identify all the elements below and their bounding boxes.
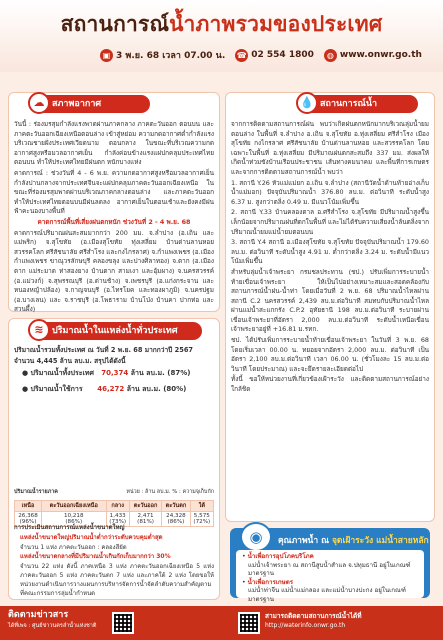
value-cell: 1,433 (73%) (106, 512, 129, 527)
value-cell: 24,328 (86%) (162, 512, 190, 527)
risk-title: คาดการณ์พื้นที่เสี่ยงฝนตกหนัก ช่วงวันที่ 2 - 4 พ.ย. 68 (37, 217, 191, 226)
callout-heading: คุณภาพน้ำ ณ จุดเฝ้าระวัง แม่น้ำสายหลัก (278, 536, 429, 546)
info-bar (100, 46, 430, 64)
water-quality-callout (230, 528, 430, 603)
value-cell: 5,575 (72%) (190, 512, 213, 527)
dam-icon: ≋ (28, 319, 50, 341)
reservoir-notes: การประเมินสถานการณ์แหล่งน้ำขนาดใหญ่ แหล่งน้ำขนาดใหญ่ปริมาณน้ำต่ำกว่าระดับควบคุมต่ำสุด จำนวน 1 แห่ง ภาคตะวันออก : คลองสียัด แหล่งน้ำขนาดกลางที่มีปริมาณน้ำเกินกักเก็บมากกว่า 30% จำนวน 22 แห่ง ดังนี้ ภาคเหนือ 3 แห่ง ภาคตะวันออกเฉียงเหนือ 5 แห่ง ภาคตะวันออก 5 แห่ง ภาคตะวันตก 7 แห่ง และภาคใต้ 2 แห่ง โดยขอให้หน่วยงานดำเนินการวางแผนการบริหารจัดการน้ำจัดลำดับความสำคัญตามที่คณะกรรมการลุ่มน้ำกำหนด (14, 524, 214, 597)
website-link[interactable]: ◍ www.onwr.go.th (324, 49, 422, 62)
weather-heading: ☁ สภาพอากาศ (30, 95, 150, 113)
phone-info[interactable]: ☎ 02 554 1800 (236, 50, 314, 60)
value-cell: 26,368 (96%) (15, 512, 42, 527)
region-cell: เหนือ (15, 501, 42, 512)
cloud-icon: ☁ (28, 92, 50, 114)
table-caption-row: ปริมาณน้ำรายภาค หน่วย : ล้าน ลบ.ม. % : ความจุเก็บกัก (14, 489, 214, 495)
risk-areas: คาดการณ์ปริมาณฝนสะสมมากกว่า 200 มม. จ.ลำปาง (อ.เถิน และแม่พริก) จ.สุโขทัย (อ.เมืองสุโขทัย ทุ่งเสลี่ยม บ้านด่านลานหอย สวรรคโลก ศรีสัชนาลัย ศรีสำโรง และกงไกรลาศ) จ.กำแพงเพชร (อ.เมืองกำแพงเพชร ขาณุวรลักษบุรี คลองขลุง และปางศิลาทอง) จ.ตาก (อ.เมืองตาก แม่ระมาด ท่าสองยาง บ้านตาก สามเงา และอุ้มผาง) จ.นครสวรรค์ (อ.แม่วงก์) จ.สุพรรณบุรี (อ.ด่านช้าง) จ.เพชรบุรี (อ.แก่งกระจาน และหนองหญ้าปล้อง) จ.กาญจนบุรี (อ.ไทรโยค และทองผาภูมิ) จ.นครปฐม (อ.บางเลน) และ จ.ราชบุรี (อ.โพธาราม บ้านโป่ง บ้านคา ปากท่อ และสวนผึ้ง) (14, 228, 214, 314)
header (0, 0, 443, 72)
phone-icon: ☎ (236, 50, 247, 60)
stat-total: ● ปริมาณน้ำทั้งประเทศ 70,374 ล้าน ลบ.ม. (87%) (22, 369, 191, 377)
value-cell: 10,218 (86%) (41, 512, 106, 527)
reservoir-summary: ปริมาณน้ำรวมทั้งประเทศ ณ วันที่ 2 พ.ย. 68 มากกว่าปี 2567 จำนวน 4,445 ล้าน ลบ.ม. สรุปได้ดังนี้ (14, 346, 194, 365)
qr-code-right[interactable] (238, 612, 260, 634)
weather-text (14, 120, 214, 314)
weather-today: วันนี้ : ร่องมรสุมกำลังแรงพาดผ่านภาคกลาง ภาคตะวันออก ตอนบน และภาคตะวันออกเฉียงเหนือตอนล่าง เข้าสู่หย่อม ความกดอากาศต่ำกำลังแรงบริเวณชายฝั่งประเทศเวียดนาม ตอนกลาง ในขณะที่บริเวณความกดอากาศสูงหรือมวลอากาศเย็น กำลังค่อนข้างแรงแผ่ปกคลุมประเทศไทยตอนบน ทำให้ประเทศไทยมีฝนตก หนักบางแห่ง (14, 120, 214, 167)
stat-usable: ● ปริมาณน้ำใช้การ 46,272 ล้าน ลบ.ม. (80%) (22, 385, 187, 393)
region-cell: กลาง (106, 501, 129, 512)
page-title: สถานการณ์น้ำภาพรวมของประเทศ (60, 12, 383, 36)
region-header-row (15, 501, 214, 512)
calendar-icon: ▣ (100, 49, 113, 62)
region-cell: ใต้ (190, 501, 213, 512)
water-text: จากการติดตามสถานการณ์ฝน พบว่าเกิดฝนตกหนักมากบริเวณลุ่มน้ำยมตอนล่าง ในพื้นที่ จ.ลำปาง อ.เถิน จ.สุโขทัย อ.ทุ่งเสลี่ยม ศรีสำโรง เมืองสุโขทัย กงไกรลาศ ศรีสัชนาลัย บ้านด่านลานหอย และสวรรคโลก โดยเฉพาะในพื้นที่ อ.ทุ่งเสลี่ยม มีปริมาณฝนตกสะสมถึง 337 มม. ส่งผลให้เกิดน้ำท่วมขังบ้านเรือนประชาชน เส้นทางคมนาคม และพื้นที่การเกษตร และจากการติดตามสถานการณ์น้ำ พบว่า 1. สถานี Y.26 หัวแม่แม่ยก อ.เถิน จ.ลำปาง (สถานีวัดน้ำด้านท้ายอ่างเก็บน้ำแม่มอก) ปัจจุบันปริมาณน้ำ 376.80 ลบ.ม. ต่อวินาที ระดับน้ำสูง 6.37 ม. สูงกว่าตลิ่ง 0.49 ม. มีแนวโน้มเพิ่มขึ้น 2. สถานี Y.33 บ้านคลองตาล อ.ศรีสำโรง จ.สุโขทัย มีปริมาณน้ำสูงขึ้นเล็กน้อยจากปริมาณฝนที่ตกในพื้นที่ และไม่ได้รับความเสี่ยงน้ำล้นตลิ่งจากปริมาณน้ำยมแม่น้ำยมตอนบน 3. สถานี Y.4 สถานี อ.เมืองสุโขทัย จ.สุโขทัย ปัจจุบันปริมาณน้ำ 179.60 ลบ.ม. ต่อวินาที ระดับน้ำสูง 4.91 ม. ต่ำกว่าตลิ่ง 3.24 ม. ระดับน้ำมีแนวโน้มเพิ่มขึ้น สำหรับลุ่มน้ำเจ้าพระยา กรมชลประทาน (ชป.) ปรับเพิ่มการระบายน้ำท้ายเขื่อนเจ้าพระยา ให้เป็นไปอย่างเหมาะสมและสอดคล้องกับสถานการณ์น้ำฝน-น้ำท่า โดยเมื่อวันที่ 2 พ.ย. 68 ปริมาณน้ำไหลผ่านสถานี C.2 นครสวรรค์ 2,439 ลบ.ม.ต่อวินาที สมทบกับปริมาณน้ำไหลผ่านแม่น้ำสะแกกรัง C.P.2 อุทัยธานี 198 ลบ.ม.ต่อวินาที ระบายผ่านเขื่อนเจ้าพระยาที่อัตรา 2,000 ลบ.ม.ต่อวินาที ระดับน้ำเหนือเขื่อนเจ้าพระยาอยู่ที่ +16.81 ม.รทก. ชป. ได้ปรับเพิ่มการระบายน้ำท้ายเขื่อนเจ้าพระยา ในวันที่ 3 พ.ย. 68 โดยเริ่มเวลา 00.00 น. ทยอยจากอัตรา 2,000 ลบ.ม. ต่อวินาที เป็นอัตรา 2,100 ลบ.ม.ต่อวินาที เวลา 06.00 น. (ชั่วโมงละ 15 ลบ.ม.ต่อวินาที โดยประมาณ) และจะยึดรายละเอียดต่อไป ทั้งนี้ ขอให้หน่วยงานที่เกี่ยวข้องเฝ้าระวัง และติดตามสถานการณ์อย่างใกล้ชิด (231, 120, 429, 394)
region-cell: ตะวันออกเฉียงเหนือ (41, 501, 106, 512)
callout-body: • น้ำเพื่อการอุปโภคบริโภค แม่น้ำเจ้าพระยา ณ สถานีสูบน้ำสำแล จ.ปทุมธานี อยู่ในเกณฑ์มาตรฐาน • น้ำเพื่อการเกษตร แม่น้ำท่าจีน แม่น้ำแม่กลอง และแม่น้ำบางปะกง อยู่ในเกณฑ์มาตรฐาน (236, 550, 424, 598)
region-cell: ตะวันออก (129, 501, 161, 512)
region-table (14, 500, 214, 527)
date-info: ▣ 3 พ.ย. 68 เวลา 07.00 น. (100, 48, 225, 62)
region-cell: ตะวันตก (162, 501, 190, 512)
weather-forecast: คาดการณ์ : ช่วงวันที่ 4 - 6 พ.ย. ความกดอากาศสูงหรือมวลอากาศเย็นกำลังปานกลางจากประเทศจีนจะแผ่ปกคลุมภาคตะวันออกเฉียงเหนือ ในขณะที่ร่องมรสุมพาดผ่านบริเวณภาคกลางตอนล่าง และภาคตะวันออก ทำให้ประเทศไทยตอนบนมีฝนลดลง อากาศเย็นในตอนเช้าและยังคงมีฝนฟ้าคะนองบางพื้นที่ (14, 168, 214, 216)
footer-link[interactable]: สามารถติดตามสถานการณ์น้ำได้ที่ http://waterinfo.onwr.go.th (265, 612, 362, 629)
reservoir-heading: ≋ ปริมาณน้ำในแหล่งน้ำทั่วประเทศ (30, 322, 202, 340)
globe-icon: ◍ (324, 49, 337, 62)
water-heading: 💧 สถานการณ์น้ำ (298, 95, 418, 113)
footer-news: ติดตามข่าวสาร ได้ที่เพจ : ศูนย์ข่าวนครลำน้ำแห่งชาติ (8, 610, 97, 629)
qr-code-left[interactable] (112, 612, 134, 634)
footer (0, 606, 443, 640)
water-quality-icon: ◉ (240, 522, 272, 552)
water-drop-icon: 💧 (296, 92, 318, 114)
value-cell: 2,471 (81%) (129, 512, 161, 527)
